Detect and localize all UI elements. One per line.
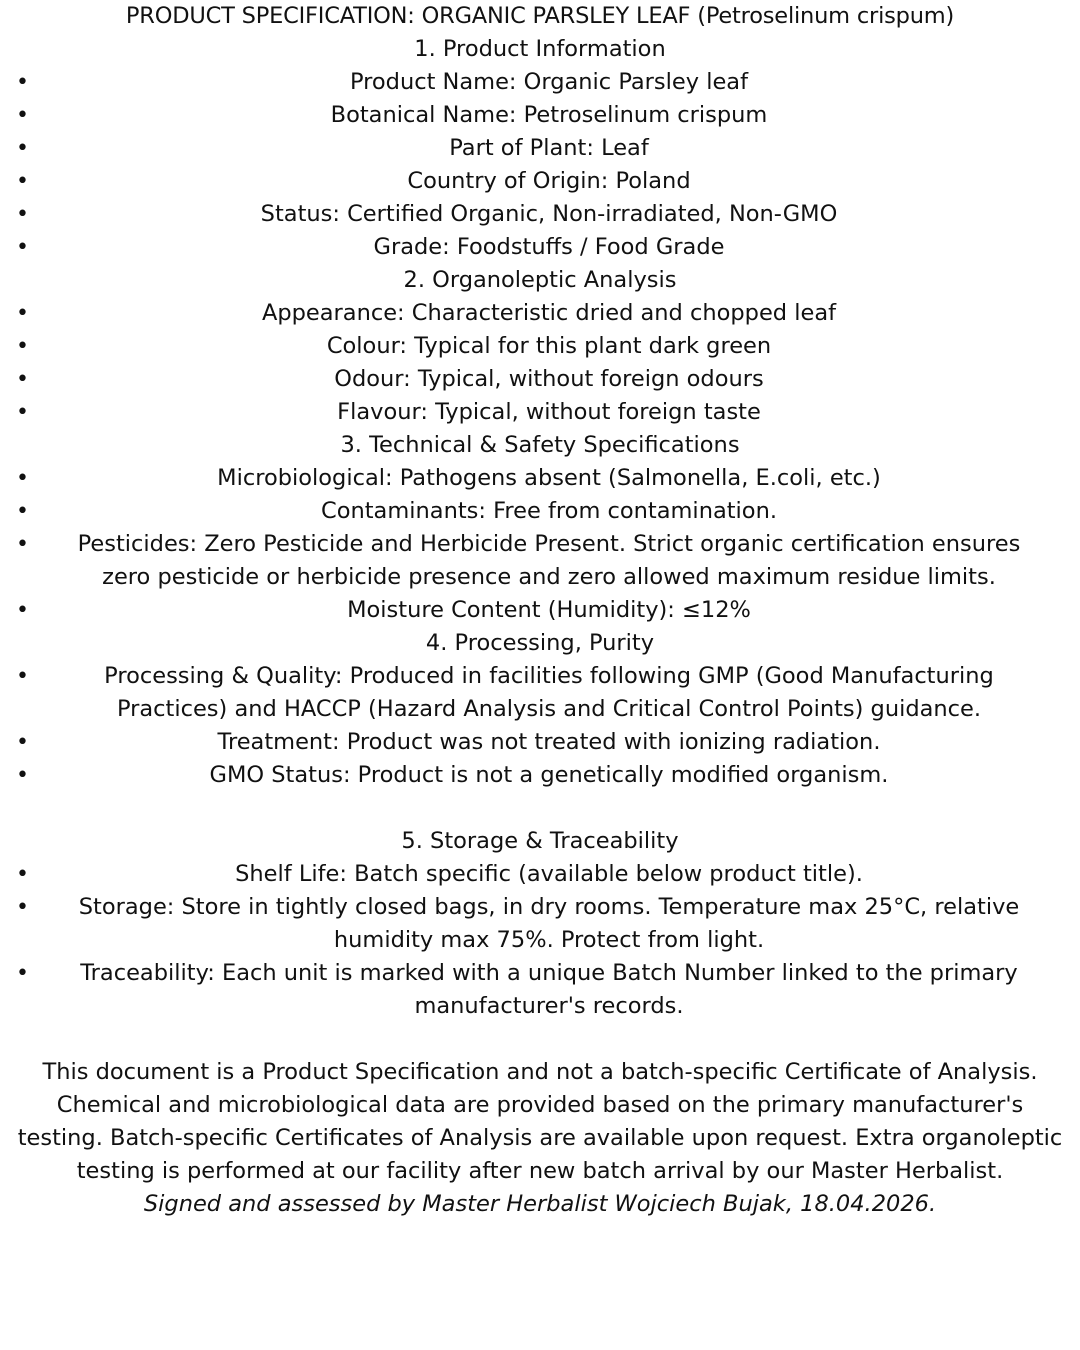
- document-title: PRODUCT SPECIFICATION: ORGANIC PARSLEY LEAF (Petroselinum crispum): [125, 3, 955, 29]
- list-item-text: Country of Origin: Poland: [407, 168, 691, 194]
- bullet-icon: •: [16, 664, 29, 689]
- bullet-icon: •: [16, 334, 29, 359]
- list-item: [0, 132, 1080, 165]
- list-item: [0, 528, 1080, 594]
- list-item: [0, 957, 1080, 1023]
- list-item: [0, 231, 1080, 264]
- bullet-icon: •: [16, 70, 29, 95]
- list-item: [0, 462, 1080, 495]
- signature-line: Signed and assessed by Master Herbalist Wojciech Bujak, 18.04.2026.: [143, 1191, 937, 1217]
- list-item: [0, 495, 1080, 528]
- bullet-icon: •: [16, 730, 29, 755]
- storage-traceability-list: [0, 858, 1080, 1023]
- bullet-icon: •: [16, 499, 29, 524]
- section-heading-product-information: 1. Product Information: [414, 36, 666, 62]
- list-item-text: Moisture Content (Humidity): ≤12%: [347, 597, 751, 623]
- list-item-text: Appearance: Characteristic dried and chopped leaf: [261, 300, 837, 326]
- list-item-text: Status: Certified Organic, Non-irradiated, Non-GMO: [260, 201, 838, 227]
- blank-line: [0, 792, 1080, 825]
- bullet-icon: •: [16, 169, 29, 194]
- list-item: [0, 363, 1080, 396]
- list-item: [0, 198, 1080, 231]
- list-item: [0, 726, 1080, 759]
- list-item-text: Traceability: Each unit is marked with a unique Batch Number linked to the primary manufacturer's records.: [80, 960, 1018, 1019]
- processing-purity-list: [0, 660, 1080, 792]
- list-item-text: Odour: Typical, without foreign odours: [334, 366, 764, 392]
- list-item: [0, 594, 1080, 627]
- list-item-text: Part of Plant: Leaf: [449, 135, 649, 161]
- list-item-text: Pesticides: Zero Pesticide and Herbicide Present. Strict organic certification ensures zero pesticide or herbicide presence and zero allowed maximum residue limits.: [77, 531, 1021, 590]
- disclaimer-paragraph: This document is a Product Specification and not a batch-specific Certificate of Analysis. Chemical and microbiological data are provided based on the primary manufacturer's testing. Batch-specific Certificates of Analysis are available upon request. Extra organoleptic testing is performed at our facility after new batch arrival by our Master Herbalist.: [17, 1059, 1063, 1184]
- list-item: [0, 165, 1080, 198]
- bullet-icon: •: [16, 532, 29, 557]
- blank-line: [0, 1023, 1080, 1056]
- list-item-text: Microbiological: Pathogens absent (Salmonella, E.coli, etc.): [217, 465, 881, 491]
- list-item: [0, 660, 1080, 726]
- bullet-icon: •: [16, 367, 29, 392]
- list-item: [0, 99, 1080, 132]
- bullet-icon: •: [16, 301, 29, 326]
- list-item-text: Shelf Life: Batch specific (available below product title).: [235, 861, 863, 887]
- organoleptic-analysis-list: [0, 297, 1080, 429]
- bullet-icon: •: [16, 103, 29, 128]
- list-item-text: Product Name: Organic Parsley leaf: [349, 69, 749, 95]
- list-item-text: Flavour: Typical, without foreign taste: [337, 399, 761, 425]
- technical-safety-list: [0, 462, 1080, 627]
- list-item: [0, 330, 1080, 363]
- bullet-icon: •: [16, 400, 29, 425]
- bullet-icon: •: [16, 598, 29, 623]
- list-item-text: Botanical Name: Petroselinum crispum: [330, 102, 768, 128]
- list-item: [0, 297, 1080, 330]
- bullet-icon: •: [16, 235, 29, 260]
- list-item: [0, 396, 1080, 429]
- list-item-text: Colour: Typical for this plant dark green: [326, 333, 772, 359]
- list-item: [0, 759, 1080, 792]
- bullet-icon: •: [16, 961, 29, 986]
- section-heading-processing-purity: 4. Processing, Purity: [425, 630, 655, 656]
- bullet-icon: •: [16, 466, 29, 491]
- list-item: [0, 66, 1080, 99]
- bullet-icon: •: [16, 763, 29, 788]
- list-item: [0, 891, 1080, 957]
- section-heading-technical-safety: 3. Technical & Safety Specifications: [340, 432, 740, 458]
- list-item-text: Treatment: Product was not treated with ionizing radiation.: [217, 729, 881, 755]
- list-item-text: GMO Status: Product is not a genetically modified organism.: [209, 762, 889, 788]
- list-item-text: Contaminants: Free from contamination.: [321, 498, 777, 524]
- product-information-list: [0, 66, 1080, 264]
- list-item: [0, 858, 1080, 891]
- list-item-text: Grade: Foodstuffs / Food Grade: [373, 234, 725, 260]
- list-item-text: Storage: Store in tightly closed bags, in dry rooms. Temperature max 25°C, relative humidity max 75%. Protect from light.: [78, 894, 1020, 953]
- bullet-icon: •: [16, 136, 29, 161]
- bullet-icon: •: [16, 895, 29, 920]
- bullet-icon: •: [16, 862, 29, 887]
- bullet-icon: •: [16, 202, 29, 227]
- list-item-text: Processing & Quality: Produced in facilities following GMP (Good Manufacturing Practices) and HACCP (Hazard Analysis and Critical Control Points) guidance.: [104, 663, 994, 722]
- section-heading-organoleptic-analysis: 2. Organoleptic Analysis: [403, 267, 677, 293]
- section-heading-storage-traceability: 5. Storage & Traceability: [401, 828, 679, 854]
